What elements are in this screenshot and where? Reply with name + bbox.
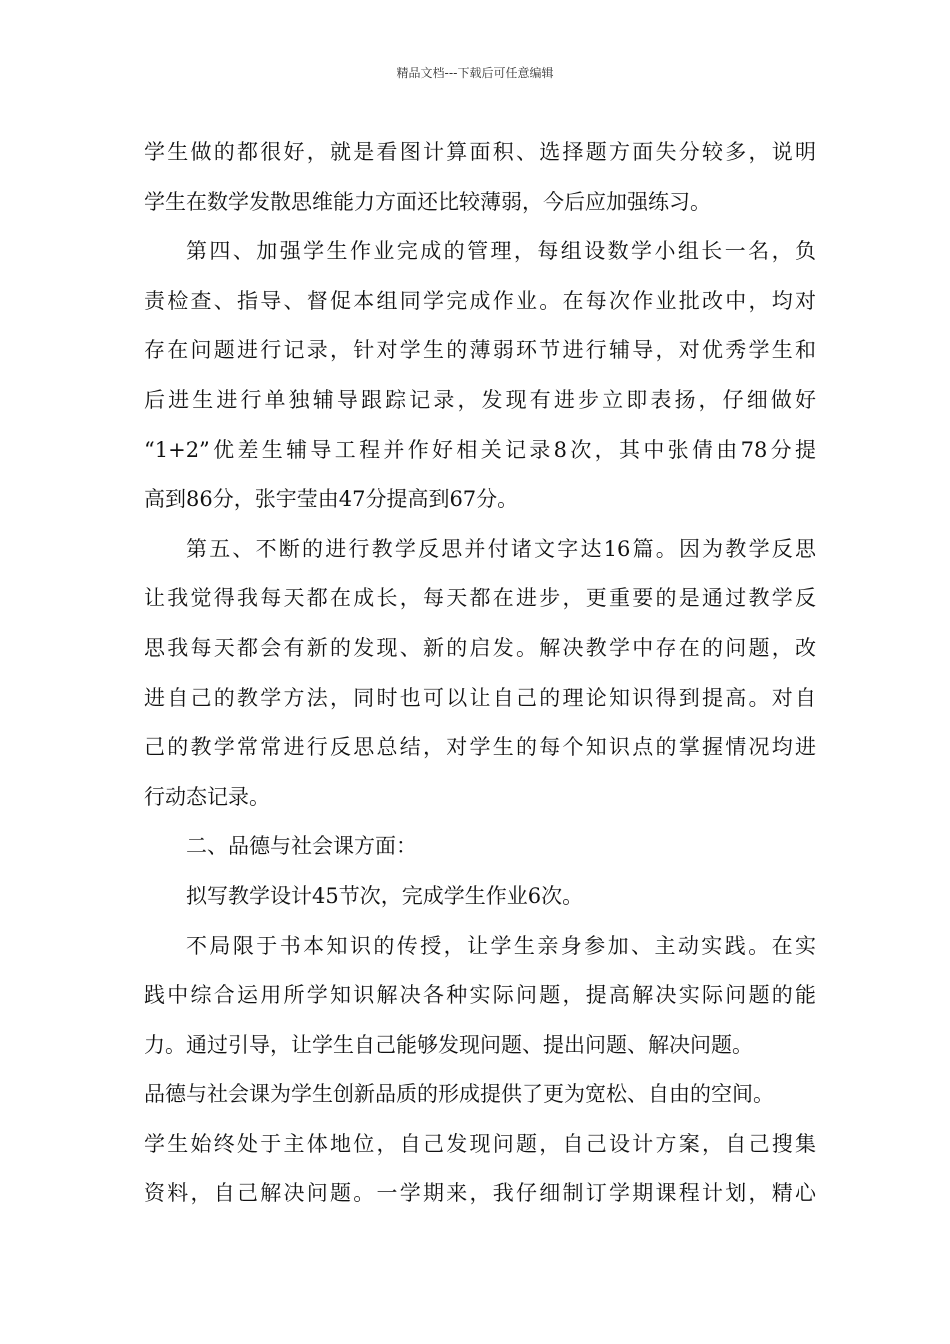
text-line: “1+2”优差生辅导工程并作好相关记录8次，其中张倩由78分提	[144, 437, 816, 462]
page-header: 精品文档---下载后可任意编辑	[396, 66, 554, 80]
text-line: 己的教学常常进行反思总结，对学生的每个知识点的掌握情况均进	[144, 735, 816, 760]
text-line: 品德与社会课为学生创新品质的形成提供了更为宽松、自由的空间。	[144, 1082, 774, 1107]
document-body	[144, 128, 816, 1219]
text-line: 责检查、指导、督促本组同学完成作业。在每次作业批改中，均对	[144, 288, 816, 313]
text-line: 第四、加强学生作业完成的管理，每组设数学小组长一名，负	[186, 239, 816, 264]
text-line: 高到86分，张宇莹由47分提高到67分。	[144, 487, 519, 512]
text-line: 学生始终处于主体地位，自己发现问题，自己设计方案，自己搜集	[144, 1131, 816, 1156]
text-line: 进自己的教学方法，同时也可以让自己的理论知识得到提高。对自	[144, 685, 816, 710]
text-line: 力。通过引导，让学生自己能够发现问题、提出问题、解决问题。	[144, 1032, 753, 1057]
text-line: 学生做的都很好，就是看图计算面积、选择题方面失分较多，说明	[144, 140, 816, 164]
text-line: 思我每天都会有新的发现、新的启发。解决教学中存在的问题，改	[144, 635, 816, 660]
text-line: 存在问题进行记录，针对学生的薄弱环节进行辅导，对优秀学生和	[144, 338, 816, 363]
text-line: 不局限于书本知识的传授，让学生亲身参加、主动实践。在实	[186, 933, 816, 958]
text-line: 后进生进行单独辅导跟踪记录，发现有进步立即表扬，仔细做好	[144, 387, 816, 412]
text-line: 资料，自己解决问题。一学期来，我仔细制订学期课程计划，精心	[144, 1181, 816, 1206]
section-heading: 二、品德与社会课方面：	[186, 834, 417, 859]
text-line: 拟写教学设计45节次，完成学生作业6次。	[186, 883, 584, 908]
text-line: 践中综合运用所学知识解决各种实际问题，提高解决实际问题的能	[144, 983, 816, 1008]
text-line: 学生在数学发散思维能力方面还比较薄弱，今后应加强练习。	[144, 189, 711, 214]
text-line: 让我觉得我每天都在成长，每天都在进步，更重要的是通过教学反	[144, 586, 816, 611]
text-line: 第五、不断的进行教学反思并付诸文字达16篇。因为教学反思	[186, 536, 816, 561]
text-line: 行动态记录。	[144, 784, 270, 809]
